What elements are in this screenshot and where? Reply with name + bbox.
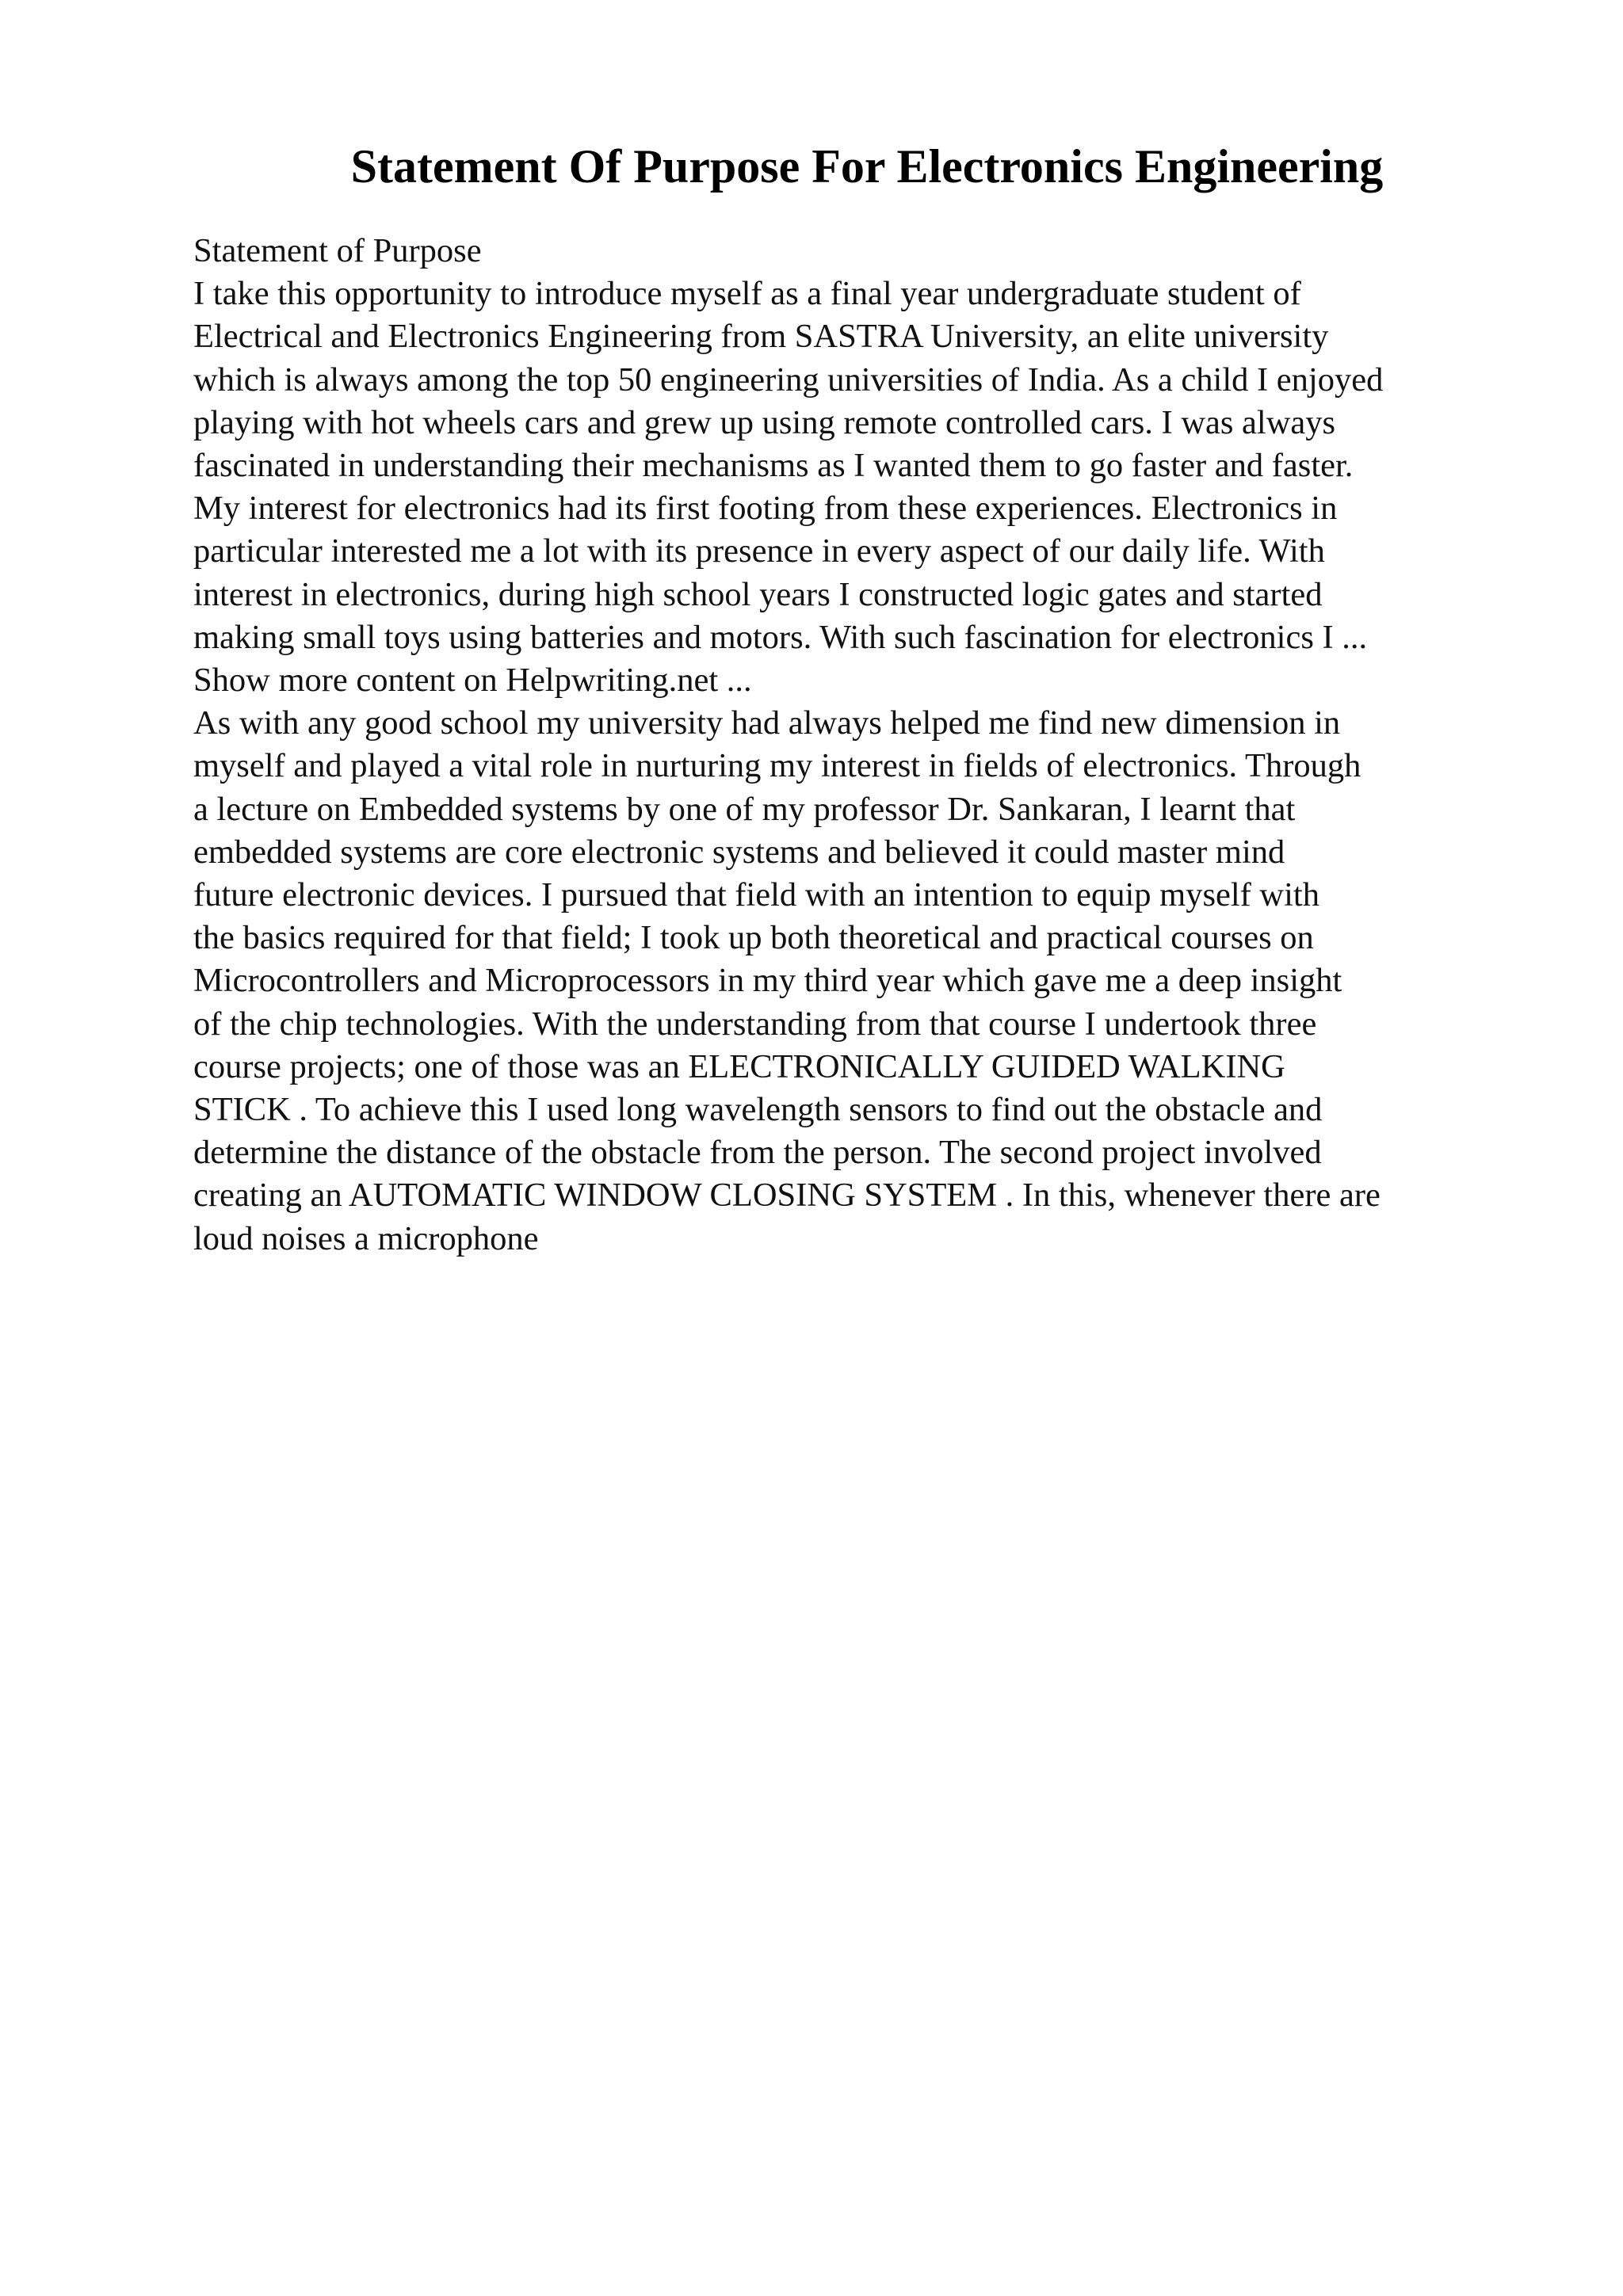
document-title: Statement Of Purpose For Electronics Engineering	[350, 140, 1384, 193]
body-line: As with any good school my university had always helped me find new dimension in	[193, 704, 1341, 742]
body-line: making small toys using batteries and motors. With such fascination for electronics I ...	[193, 618, 1368, 656]
body-line: the basics required for that field; I took up both theoretical and practical courses on	[193, 919, 1314, 957]
body-line: Show more content on Helpwriting.net ...	[193, 662, 752, 700]
body-line: future electronic devices. I pursued that field with an intention to equip myself with	[193, 876, 1319, 914]
body-line: fascinated in understanding their mechanisms as I wanted them to go faster and faster.	[193, 447, 1354, 485]
body-line: a lecture on Embedded systems by one of my professor Dr. Sankaran, I learnt that	[193, 790, 1296, 828]
body-line: of the chip technologies. With the understanding from that course I undertook three	[193, 1005, 1317, 1043]
body-line: determine the distance of the obstacle from the person. The second project involved	[193, 1134, 1322, 1172]
body-line: myself and played a vital role in nurturing my interest in fields of electronics. Through	[193, 747, 1361, 785]
body-line: course projects; one of those was an ELECTRONICALLY GUIDED WALKING	[193, 1047, 1285, 1085]
body-line: particular interested me a lot with its presence in every aspect of our daily life. With	[193, 532, 1325, 570]
body-line: Statement of Purpose	[193, 232, 482, 269]
body-line: embedded systems are core electronic systems and believed it could master mind	[193, 833, 1285, 871]
body-line: STICK . To achieve this I used long wavelength sensors to find out the obstacle and	[193, 1091, 1323, 1129]
body-line: creating an AUTOMATIC WINDOW CLOSING SYSTEM . In this, whenever there are	[193, 1177, 1381, 1215]
body-line: loud noises a microphone	[193, 1219, 539, 1257]
body-line: My interest for electronics had its first footing from these experiences. Electronics in	[193, 490, 1338, 528]
document-body	[193, 230, 1612, 1261]
body-line: interest in electronics, during high school years I constructed logic gates and started	[193, 575, 1323, 613]
body-line: Electrical and Electronics Engineering from SASTRA University, an elite university	[193, 318, 1329, 356]
body-line: Microcontrollers and Microprocessors in my third year which gave me a deep insight	[193, 962, 1342, 1000]
body-line: playing with hot wheels cars and grew up using remote controlled cars. I was always	[193, 403, 1336, 441]
body-line: I take this opportunity to introduce myself as a final year undergraduate student of	[193, 275, 1301, 313]
body-line: which is always among the top 50 engineering universities of India. As a child I enjoyed	[193, 360, 1384, 399]
